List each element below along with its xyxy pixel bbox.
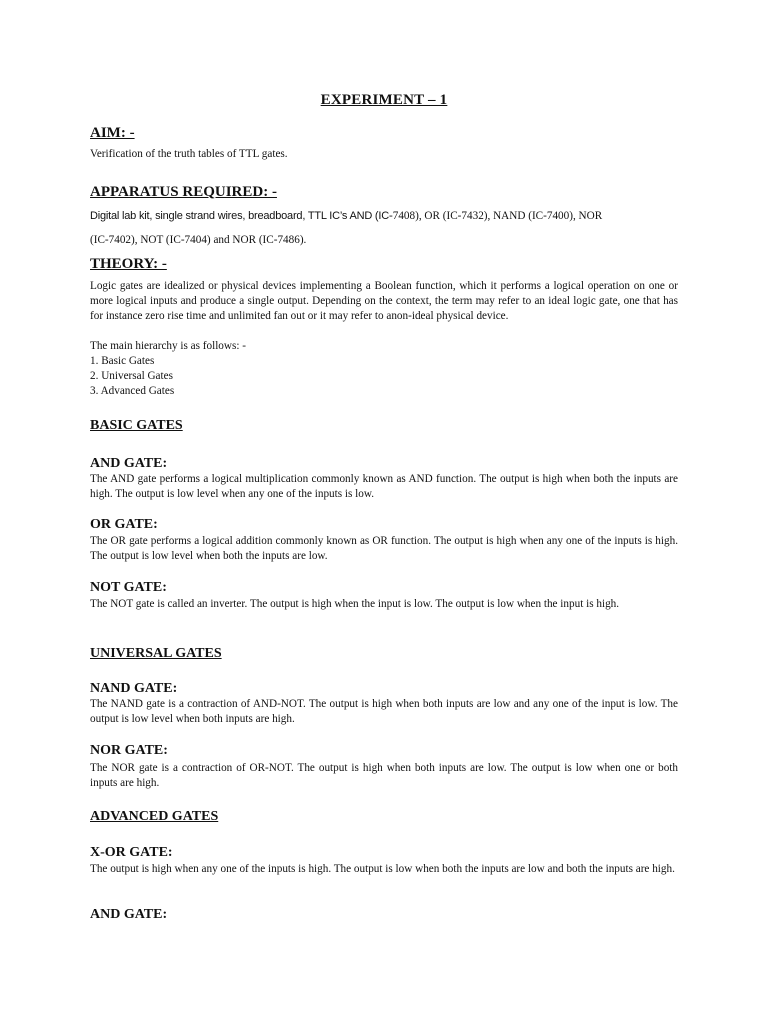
apparatus-line1-sans: Digital lab kit, single strand wires, breadboard, TTL IC’s AND (IC	[90, 210, 390, 222]
hierarchy-item-universal: 2. Universal Gates	[90, 370, 173, 382]
not-gate-text: The NOT gate is called an inverter. The output is high when the input is low. The output is low when the input is high.	[90, 598, 620, 610]
and-gate-text: The AND gate performs a logical multiplication commonly known as AND function. The output is high when both the inputs are high. The output is low level when any one of the inputs is low.	[90, 473, 678, 500]
aim-heading: AIM: -	[90, 125, 135, 141]
universal-gates-heading: UNIVERSAL GATES	[90, 646, 222, 661]
advanced-gates-heading: ADVANCED GATES	[90, 809, 219, 824]
apparatus-line2: (IC-7402), NOT (IC-7404) and NOR (IC-7486).	[90, 234, 307, 246]
hierarchy-item-basic: 1. Basic Gates	[90, 355, 155, 367]
or-gate-text: The OR gate performs a logical addition commonly known as OR function. The output is high when any one of the inputs is high. The output is low level when both the inputs are low.	[90, 535, 678, 562]
basic-gates-heading: BASIC GATES	[90, 418, 183, 433]
document-page	[90, 0, 678, 1024]
apparatus-text	[90, 204, 678, 252]
or-gate-heading: OR GATE:	[90, 517, 158, 532]
hierarchy-item-advanced: 3. Advanced Gates	[90, 385, 175, 397]
apparatus-line1-rest: -7408), OR (IC-7432), NAND (IC-7400), NOR	[389, 210, 603, 222]
theory-heading: THEORY: -	[90, 256, 167, 272]
nand-gate-text: The NAND gate is a contraction of AND-NOT. The output is high when both inputs are low and any one of the input is low. The output is low level when both inputs are high.	[90, 698, 678, 725]
aim-text: Verification of the truth tables of TTL gates.	[90, 148, 288, 160]
not-gate-heading: NOT GATE:	[90, 580, 167, 595]
apparatus-heading: APPARATUS REQUIRED: -	[90, 184, 277, 200]
advanced-and-gate-heading: AND GATE:	[90, 907, 168, 922]
xor-gate-text: The output is high when any one of the inputs is high. The output is low when both the inputs are low and both the inputs are high.	[90, 863, 675, 875]
xor-gate-heading: X-OR GATE:	[90, 845, 173, 860]
nor-gate-heading: NOR GATE:	[90, 743, 168, 758]
experiment-title: EXPERIMENT – 1	[320, 92, 448, 108]
nor-gate-text: The NOR gate is a contraction of OR-NOT. The output is high when both inputs are low. The output is low when one or both inputs are high.	[90, 762, 678, 789]
nand-gate-heading: NAND GATE:	[90, 681, 178, 696]
theory-paragraph: Logic gates are idealized or physical devices implementing a Boolean function, which it performs a logical operation on one or more logical inputs and produce a single output. Depending on the context, the term may refer to an ideal logic gate, one that has for instance zero rise time and unlimited fan out or it may refer to anon-ideal physical device.	[90, 280, 678, 322]
hierarchy-intro: The main hierarchy is as follows: -	[90, 340, 246, 352]
and-gate-heading: AND GATE:	[90, 456, 168, 471]
